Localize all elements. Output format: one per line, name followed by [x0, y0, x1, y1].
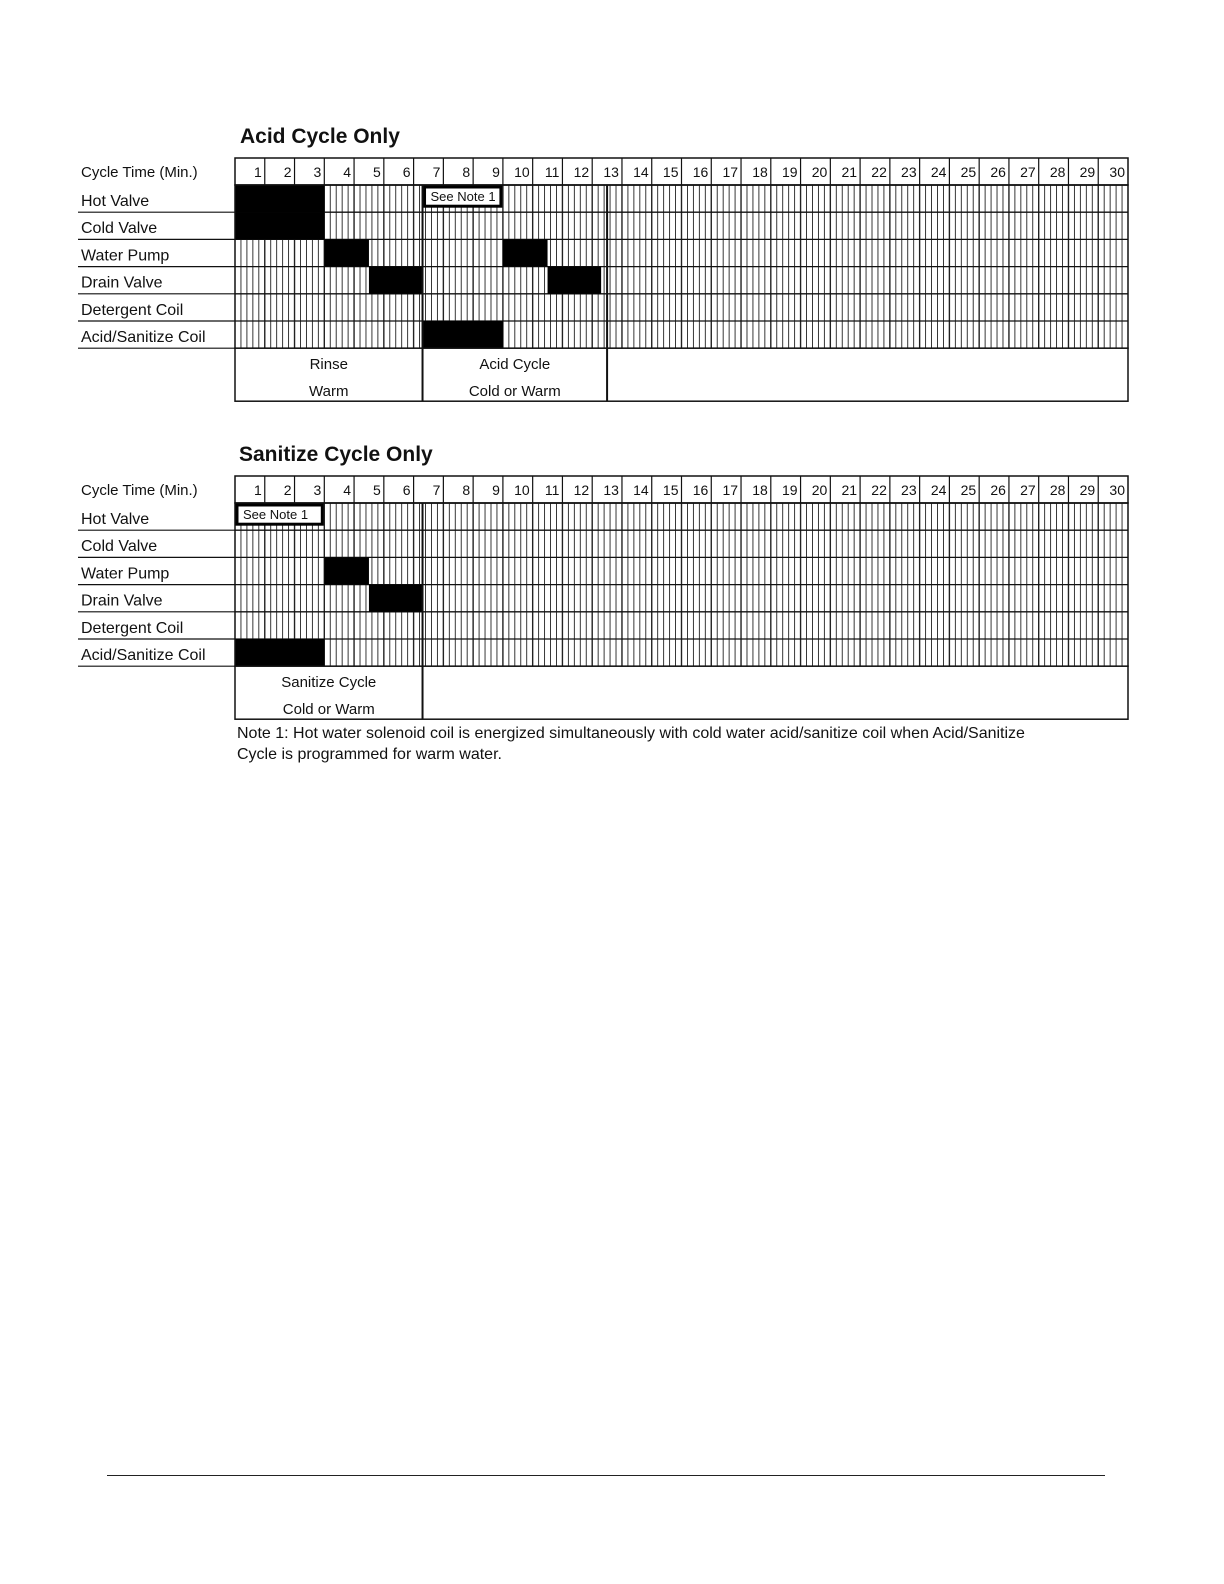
minute-label: 11 [544, 164, 560, 180]
phase-line-1: Sanitize Cycle [281, 674, 377, 692]
minute-label: 23 [901, 164, 917, 180]
note-1 [237, 723, 1137, 765]
minute-label: 17 [722, 482, 739, 498]
timing-chart-sanitize [78, 443, 1128, 719]
minute-label: 1 [253, 482, 262, 498]
minute-label: 20 [811, 482, 828, 498]
minute-label: 29 [1079, 482, 1096, 498]
row-label: Detergent Coil [81, 301, 184, 319]
row-label: Water Pump [81, 247, 170, 265]
minute-label: 7 [432, 482, 441, 498]
active-block [503, 239, 548, 266]
see-note-label: See Note 1 [430, 189, 496, 204]
minute-label: 13 [603, 482, 619, 498]
minute-label: 14 [633, 482, 649, 498]
row-label: Cold Valve [81, 538, 158, 556]
minute-label: 17 [722, 164, 739, 180]
minute-label: 15 [662, 164, 679, 180]
active-block [324, 557, 369, 584]
minute-label: 15 [662, 482, 679, 498]
section-title: Acid Cycle Only [240, 125, 400, 148]
minute-label: 11 [544, 482, 560, 498]
minute-label: 5 [373, 164, 381, 180]
active-block [324, 239, 369, 266]
active-block [235, 639, 324, 666]
row-label: Water Pump [81, 565, 170, 583]
minute-label: 27 [1020, 482, 1036, 498]
minute-label: 24 [930, 164, 947, 180]
phase-line-2: Cold or Warm [282, 701, 375, 719]
see-note-label: See Note 1 [243, 507, 309, 522]
minute-label: 30 [1109, 164, 1125, 180]
minute-label: 16 [692, 164, 709, 180]
minute-label: 2 [283, 482, 292, 498]
minute-label: 4 [343, 482, 352, 498]
minute-label: 3 [313, 482, 322, 498]
minute-label: 6 [402, 164, 411, 180]
minute-label: 20 [811, 164, 828, 180]
row-label: Acid/Sanitize Coil [81, 329, 206, 346]
minute-label: 29 [1079, 164, 1096, 180]
minute-label: 7 [432, 164, 441, 180]
minute-label: 28 [1049, 482, 1066, 498]
row-label: Acid/Sanitize Coil [81, 647, 206, 664]
minute-label: 19 [781, 164, 798, 180]
minute-label: 2 [283, 164, 292, 180]
minute-label: 28 [1049, 164, 1066, 180]
minute-label: 3 [313, 164, 322, 180]
phase-line-2: Cold or Warm [468, 383, 561, 401]
minute-label: 25 [960, 164, 977, 180]
minute-label: 21 [841, 164, 858, 180]
minute-label: 12 [573, 164, 590, 180]
timing-chart-acid [78, 125, 1128, 401]
minute-label: 18 [752, 482, 768, 498]
minute-label: 21 [841, 482, 858, 498]
phase-line-2: Warm [309, 383, 349, 401]
note-line-1: Note 1: Hot water solenoid coil is energized simultaneously with cold water acid/sanitize coil when Acid/Sanitize [237, 725, 1025, 742]
minute-label: 27 [1020, 164, 1036, 180]
row-label: Detergent Coil [81, 619, 184, 637]
minute-label: 18 [752, 164, 768, 180]
minute-label: 9 [492, 164, 500, 180]
minute-label: 14 [633, 164, 649, 180]
section-title: Sanitize Cycle Only [239, 443, 433, 466]
minute-label: 23 [901, 482, 917, 498]
minute-label: 26 [990, 164, 1006, 180]
phase-box [235, 348, 1128, 401]
row-label: Drain Valve [81, 592, 163, 610]
minute-label: 8 [462, 482, 471, 498]
minute-label: 10 [514, 482, 530, 498]
active-block [235, 185, 324, 212]
row-label: Cold Valve [81, 220, 158, 238]
minute-label: 30 [1109, 482, 1125, 498]
minute-label: 4 [343, 164, 352, 180]
minute-label: 8 [462, 164, 471, 180]
row-label: Hot Valve [81, 511, 150, 528]
active-block [235, 212, 324, 239]
active-block [548, 267, 602, 294]
minute-label: 25 [960, 482, 977, 498]
header-label: Cycle Time (Min.) [81, 482, 198, 499]
header-label: Cycle Time (Min.) [81, 164, 198, 181]
minute-label: 5 [373, 482, 381, 498]
minute-label: 13 [603, 164, 619, 180]
minute-label: 6 [402, 482, 411, 498]
minute-label: 22 [871, 164, 887, 180]
minute-label: 16 [692, 482, 709, 498]
row-label: Hot Valve [81, 193, 150, 210]
footer-rule [107, 1475, 1105, 1476]
active-block [369, 267, 423, 294]
row-label: Drain Valve [81, 274, 163, 292]
minute-label: 22 [871, 482, 887, 498]
minute-label: 9 [492, 482, 500, 498]
minute-label: 1 [253, 164, 262, 180]
minute-label: 12 [573, 482, 590, 498]
minute-label: 26 [990, 482, 1006, 498]
note-line-2: Cycle is programmed for warm water. [237, 746, 502, 763]
phase-line-1: Rinse [309, 356, 348, 374]
minute-label: 24 [930, 482, 947, 498]
phase-line-1: Acid Cycle [479, 356, 551, 374]
minute-label: 10 [514, 164, 530, 180]
active-block [369, 585, 423, 612]
minute-label: 19 [781, 482, 798, 498]
active-block [423, 321, 503, 348]
